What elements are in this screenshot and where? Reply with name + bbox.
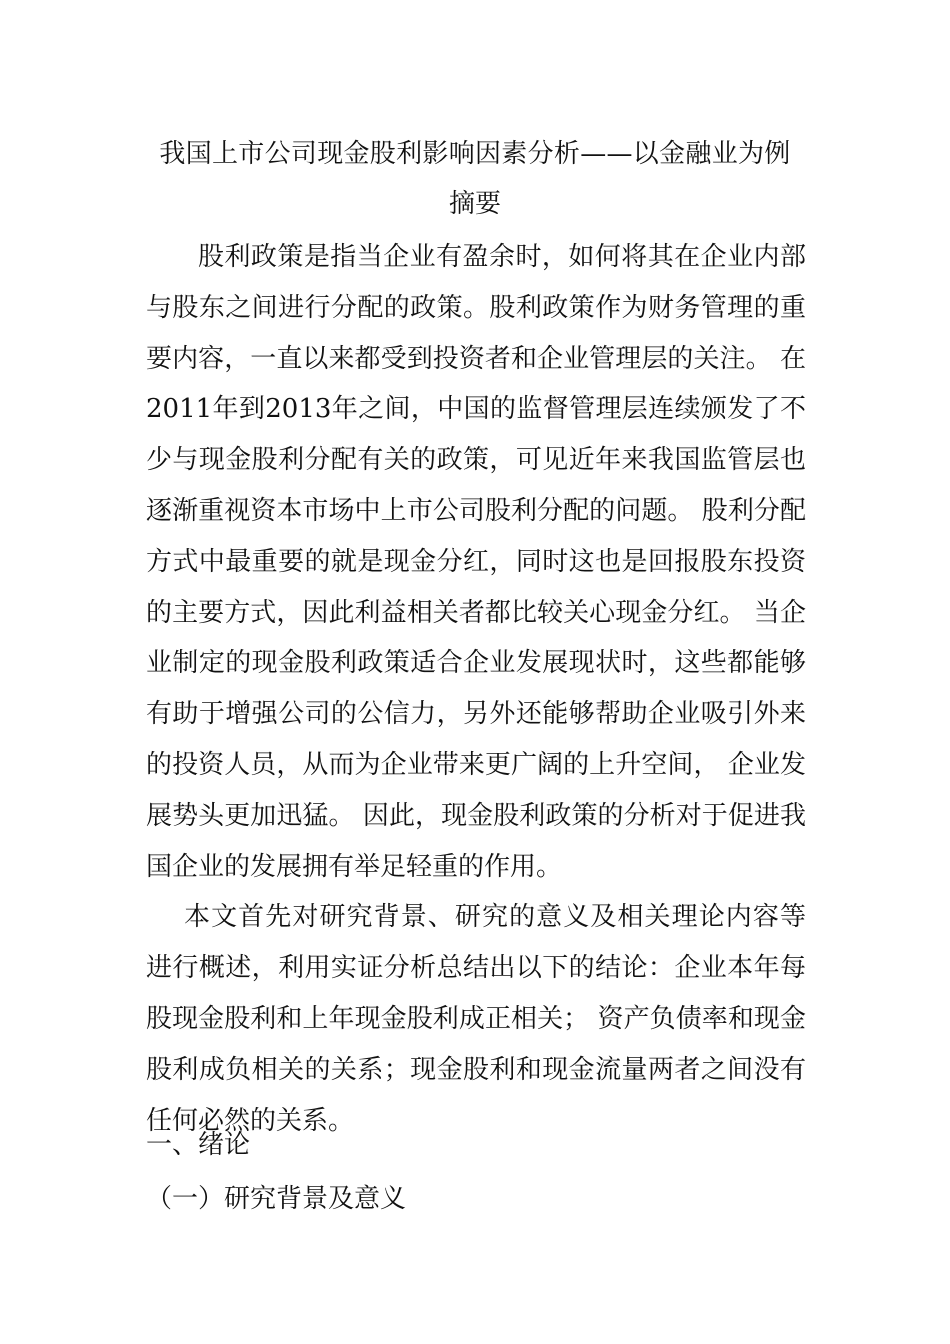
subsection-heading: （一）研究背景及意义: [146, 1184, 407, 1214]
abstract-body: [146, 232, 806, 1146]
document-title: 我国上市公司现金股利影响因素分析——以金融业为例: [159, 139, 791, 169]
abstract-heading: 摘要: [448, 189, 501, 219]
abstract-paragraph-2: 本文首先对研究背景、研究的意义及相关理论内容等进行概述，利用实证分析总结出以下的结论：企业本年每股现金股利和上年现金股利成正相关； 资产负债率和现金股利成负相关的关系；现金股利和现金流量两者之间没有任何必然的关系。: [146, 902, 806, 1136]
abstract-paragraph-1: 股利政策是指当企业有盈余时，如何将其在企业内部与股东之间进行分配的政策。股利政策作为财务管理的重要内容，一直以来都受到投资者和企业管理层的关注。 在2011年到2013年之间，中国的监督管理层连续颁发了不少与现金股利分配有关的政策，可见近年来我国监管层也逐渐重视资本市场中上市公司股利分配的问题。 股利分配方式中最重要的就是现金分红，同时这也是回报股东投资的主要方式，因此利益相关者都比较关心现金分红。 当企业制定的现金股利政策适合企业发展现状时，这些都能够有助于增强公司的公信力，另外还能够帮助企业吸引外来的投资人员，从而为企业带来更广阔的上升空间， 企业发展势头更加迅猛。 因此，现金股利政策的分析对于促进我国企业的发展拥有举足轻重的作用。: [146, 242, 806, 882]
section-heading: 一、绪论: [146, 1130, 251, 1160]
